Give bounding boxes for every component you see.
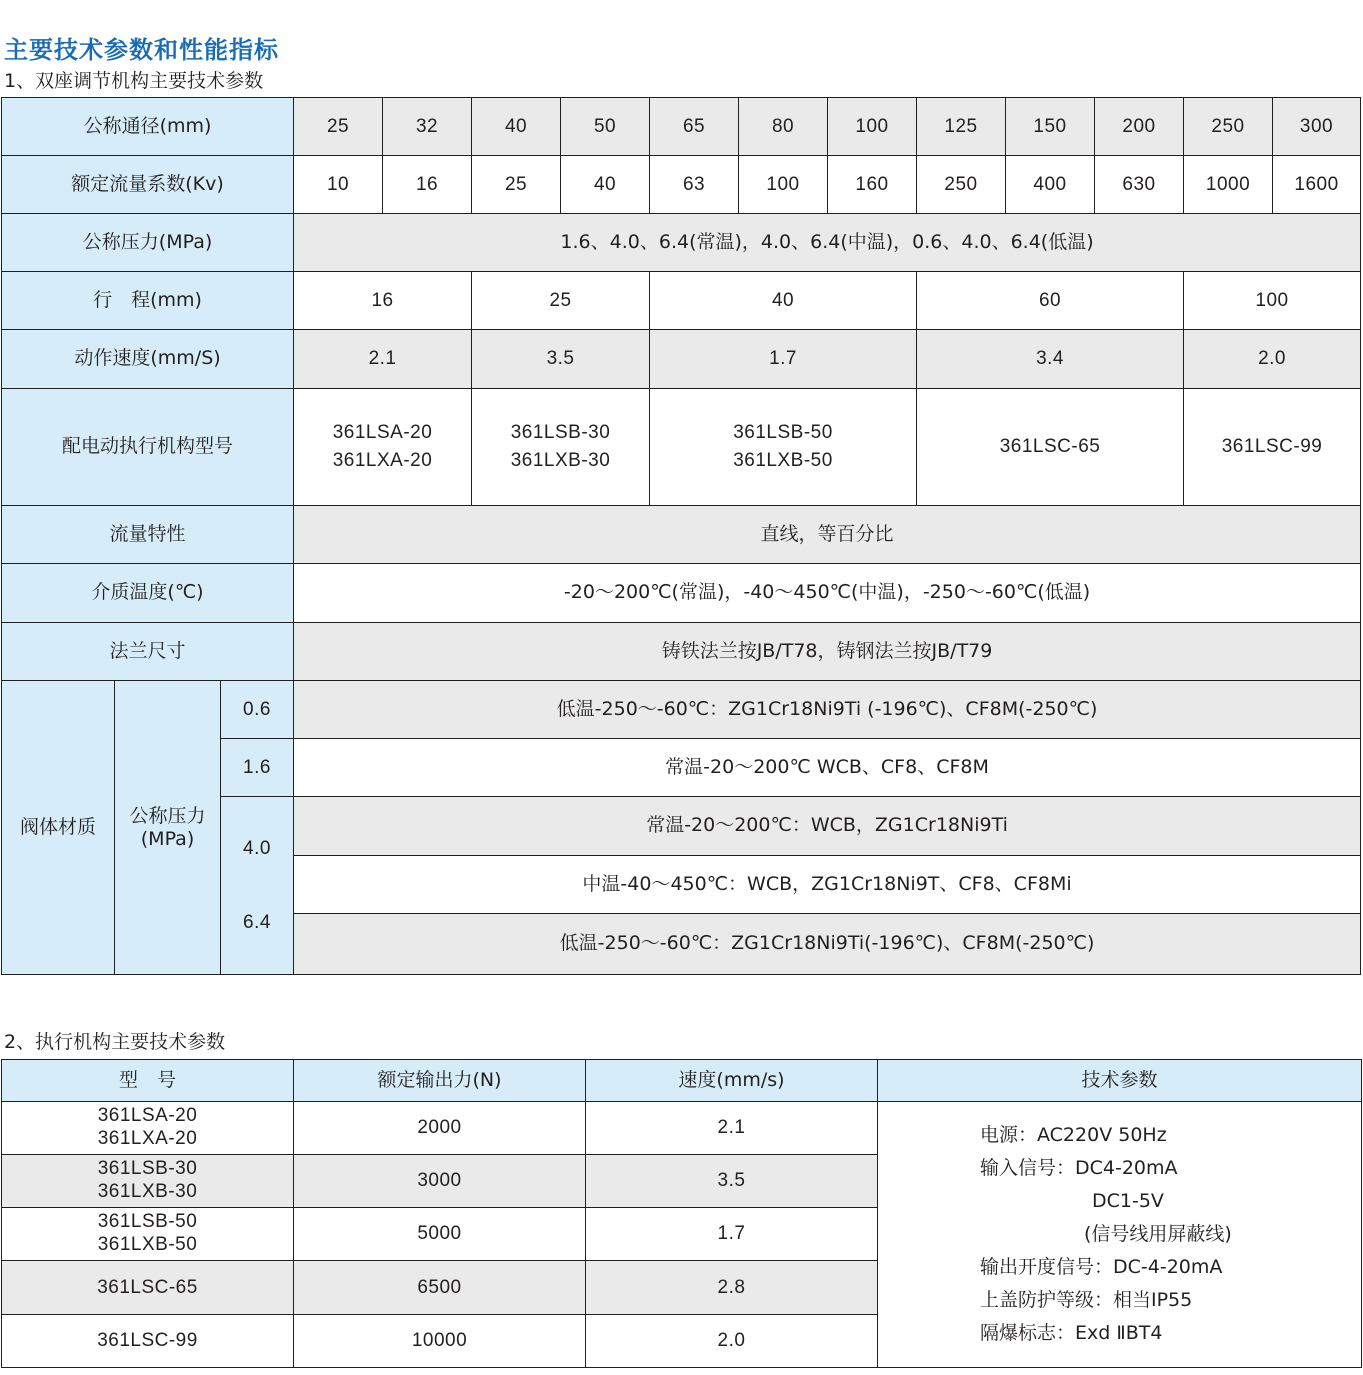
pressure-level: 1.6: [221, 739, 294, 797]
pressure-unit-text: (MPa): [140, 827, 195, 850]
table-cell: 100: [1184, 272, 1361, 330]
material-label: 阀体材质: [2, 681, 115, 975]
spec-line: 输入信号：DC4-20mA: [980, 1157, 1178, 1179]
table-cell: 1000: [1184, 156, 1273, 214]
table-cell: 直线，等百分比: [294, 506, 1361, 564]
model-cell: 361LSC-99: [2, 1315, 294, 1368]
table-cell: 16: [294, 272, 472, 330]
table-row: [2, 330, 1361, 389]
table-cell: 250: [917, 156, 1006, 214]
speed-cell: 2.8: [586, 1261, 878, 1315]
table-cell: 铸铁法兰按JB/T78，铸钢法兰按JB/T79: [294, 623, 1361, 681]
page-title: 主要技术参数和性能指标: [4, 36, 279, 64]
column-header: 速度(mm/s): [586, 1060, 878, 1102]
speed-cell: 2.0: [586, 1315, 878, 1368]
table-row: [2, 1102, 1362, 1155]
table-cell: 100: [828, 98, 917, 156]
model-line: 361LXB-50: [733, 450, 833, 471]
table-cell: 2.0: [1184, 330, 1361, 389]
pressure-level: 6.4: [243, 911, 271, 933]
table-cell: 125: [917, 98, 1006, 156]
section1-title: 1、双座调节机构主要技术参数: [4, 70, 264, 92]
table-cell: 25: [472, 156, 561, 214]
table-cell: 65: [650, 98, 739, 156]
table-cell: 200: [1095, 98, 1184, 156]
pressure-label-text: 公称压力: [129, 804, 206, 827]
model-cell: 361LSC-65: [2, 1261, 294, 1315]
table-row: [2, 564, 1361, 623]
actuator-parameters-table: [1, 1059, 1362, 1368]
table-cell: 10: [294, 156, 383, 214]
table-cell: 630: [1095, 156, 1184, 214]
column-header: 技术参数: [878, 1060, 1362, 1102]
column-header: 型 号: [2, 1060, 294, 1102]
table-cell: 60: [917, 272, 1184, 330]
force-cell: 6500: [294, 1261, 586, 1315]
model-cell: [2, 1102, 294, 1155]
material-pressure-label: [115, 681, 221, 975]
section2-title: 2、执行机构主要技术参数: [4, 1031, 226, 1053]
model-line: 361LXB-50: [97, 1234, 198, 1255]
spec-line: 上盖防护等级：相当IP55: [980, 1289, 1193, 1311]
table-row: [2, 272, 1361, 330]
table-cell: [472, 389, 650, 506]
table-cell: 16: [383, 156, 472, 214]
spec-line: (信号线用屏蔽线): [1084, 1223, 1232, 1245]
force-cell: 5000: [294, 1208, 586, 1261]
table-header-row: [2, 1060, 1362, 1102]
table-cell: 300: [1273, 98, 1361, 156]
row-label: 配电动执行机构型号: [2, 389, 294, 506]
table-cell: 250: [1184, 98, 1273, 156]
speed-cell: 2.1: [586, 1102, 878, 1155]
table-cell: 1.6、4.0、6.4(常温)，4.0、6.4(中温)，0.6、4.0、6.4(低温): [294, 214, 1361, 272]
row-label: 流量特性: [2, 506, 294, 564]
table-row: [2, 681, 1361, 739]
table-cell: 63: [650, 156, 739, 214]
force-cell: 2000: [294, 1102, 586, 1155]
table-row: [2, 156, 1361, 214]
table-cell: 40: [472, 98, 561, 156]
model-line: 361LXA-20: [332, 450, 433, 471]
table-cell: 100: [739, 156, 828, 214]
table-cell: 25: [472, 272, 650, 330]
column-header: 额定输出力(N): [294, 1060, 586, 1102]
table-cell: 1600: [1273, 156, 1361, 214]
table-cell: 400: [1006, 156, 1095, 214]
pressure-level-group: [221, 797, 294, 975]
valve-parameters-table: [1, 97, 1361, 975]
model-cell: [2, 1155, 294, 1208]
model-cell: [2, 1208, 294, 1261]
table-cell: 50: [561, 98, 650, 156]
table-cell: 32: [383, 98, 472, 156]
spec-line: 隔爆标志：Exd ⅡBT4: [980, 1322, 1163, 1344]
table-cell: 中温-40～450℃：WCB，ZG1Cr18Ni9T、CF8、CF8Mi: [294, 856, 1361, 914]
row-label: 公称通径(mm): [2, 98, 294, 156]
row-label: 额定流量系数(Kv): [2, 156, 294, 214]
table-cell: 低温-250～-60℃：ZG1Cr18Ni9Ti(-196℃)、CF8M(-250℃): [294, 914, 1361, 975]
force-cell: 10000: [294, 1315, 586, 1368]
table-cell: 361LSC-99: [1184, 389, 1361, 506]
table-row: [2, 98, 1361, 156]
table-cell: 150: [1006, 98, 1095, 156]
model-line: 361LSB-30: [510, 422, 611, 444]
table-cell: 361LSC-65: [917, 389, 1184, 506]
tech-spec-cell: [878, 1102, 1362, 1368]
model-line: 361LSB-30: [97, 1158, 198, 1180]
table-cell: [294, 389, 472, 506]
table-cell: 25: [294, 98, 383, 156]
row-label: 介质温度(℃): [2, 564, 294, 623]
table-cell: 40: [650, 272, 917, 330]
table-cell: -20～200℃(常温)，-40～450℃(中温)，-250～-60℃(低温): [294, 564, 1361, 623]
table-row: [2, 214, 1361, 272]
row-label: 行 程(mm): [2, 272, 294, 330]
model-line: 361LXB-30: [510, 450, 611, 471]
row-label: 动作速度(mm/S): [2, 330, 294, 389]
row-label: 公称压力(MPa): [2, 214, 294, 272]
table-cell: 160: [828, 156, 917, 214]
row-label: 法兰尺寸: [2, 623, 294, 681]
table-cell: [650, 389, 917, 506]
table-cell: 1.7: [650, 330, 917, 389]
model-line: 361LSB-50: [97, 1211, 198, 1233]
speed-cell: 1.7: [586, 1208, 878, 1261]
speed-cell: 3.5: [586, 1155, 878, 1208]
force-cell: 3000: [294, 1155, 586, 1208]
table-cell: 3.5: [472, 330, 650, 389]
table-cell: 80: [739, 98, 828, 156]
table-cell: 常温-20～200℃ WCB、CF8、CF8M: [294, 739, 1361, 797]
table-cell: 常温-20～200℃：WCB，ZG1Cr18Ni9Ti: [294, 797, 1361, 856]
table-cell: 低温-250～-60℃：ZG1Cr18Ni9Ti (-196℃)、CF8M(-250℃): [294, 681, 1361, 739]
table-row: [2, 506, 1361, 564]
table-row: [2, 623, 1361, 681]
model-line: 361LSB-50: [733, 422, 833, 444]
spec-line: 输出开度信号：DC-4-20mA: [980, 1256, 1223, 1278]
table-cell: 2.1: [294, 330, 472, 389]
table-cell: 40: [561, 156, 650, 214]
pressure-level: 0.6: [221, 681, 294, 739]
pressure-level: 4.0: [243, 837, 271, 859]
model-line: 361LSA-20: [97, 1105, 198, 1127]
model-line: 361LSA-20: [332, 422, 433, 444]
table-cell: 3.4: [917, 330, 1184, 389]
model-line: 361LXA-20: [97, 1128, 198, 1149]
spec-line: DC1-5V: [1092, 1190, 1164, 1212]
table-row: [2, 389, 1361, 506]
model-line: 361LXB-30: [97, 1181, 198, 1202]
spec-line: 电源：AC220V 50Hz: [980, 1124, 1167, 1146]
